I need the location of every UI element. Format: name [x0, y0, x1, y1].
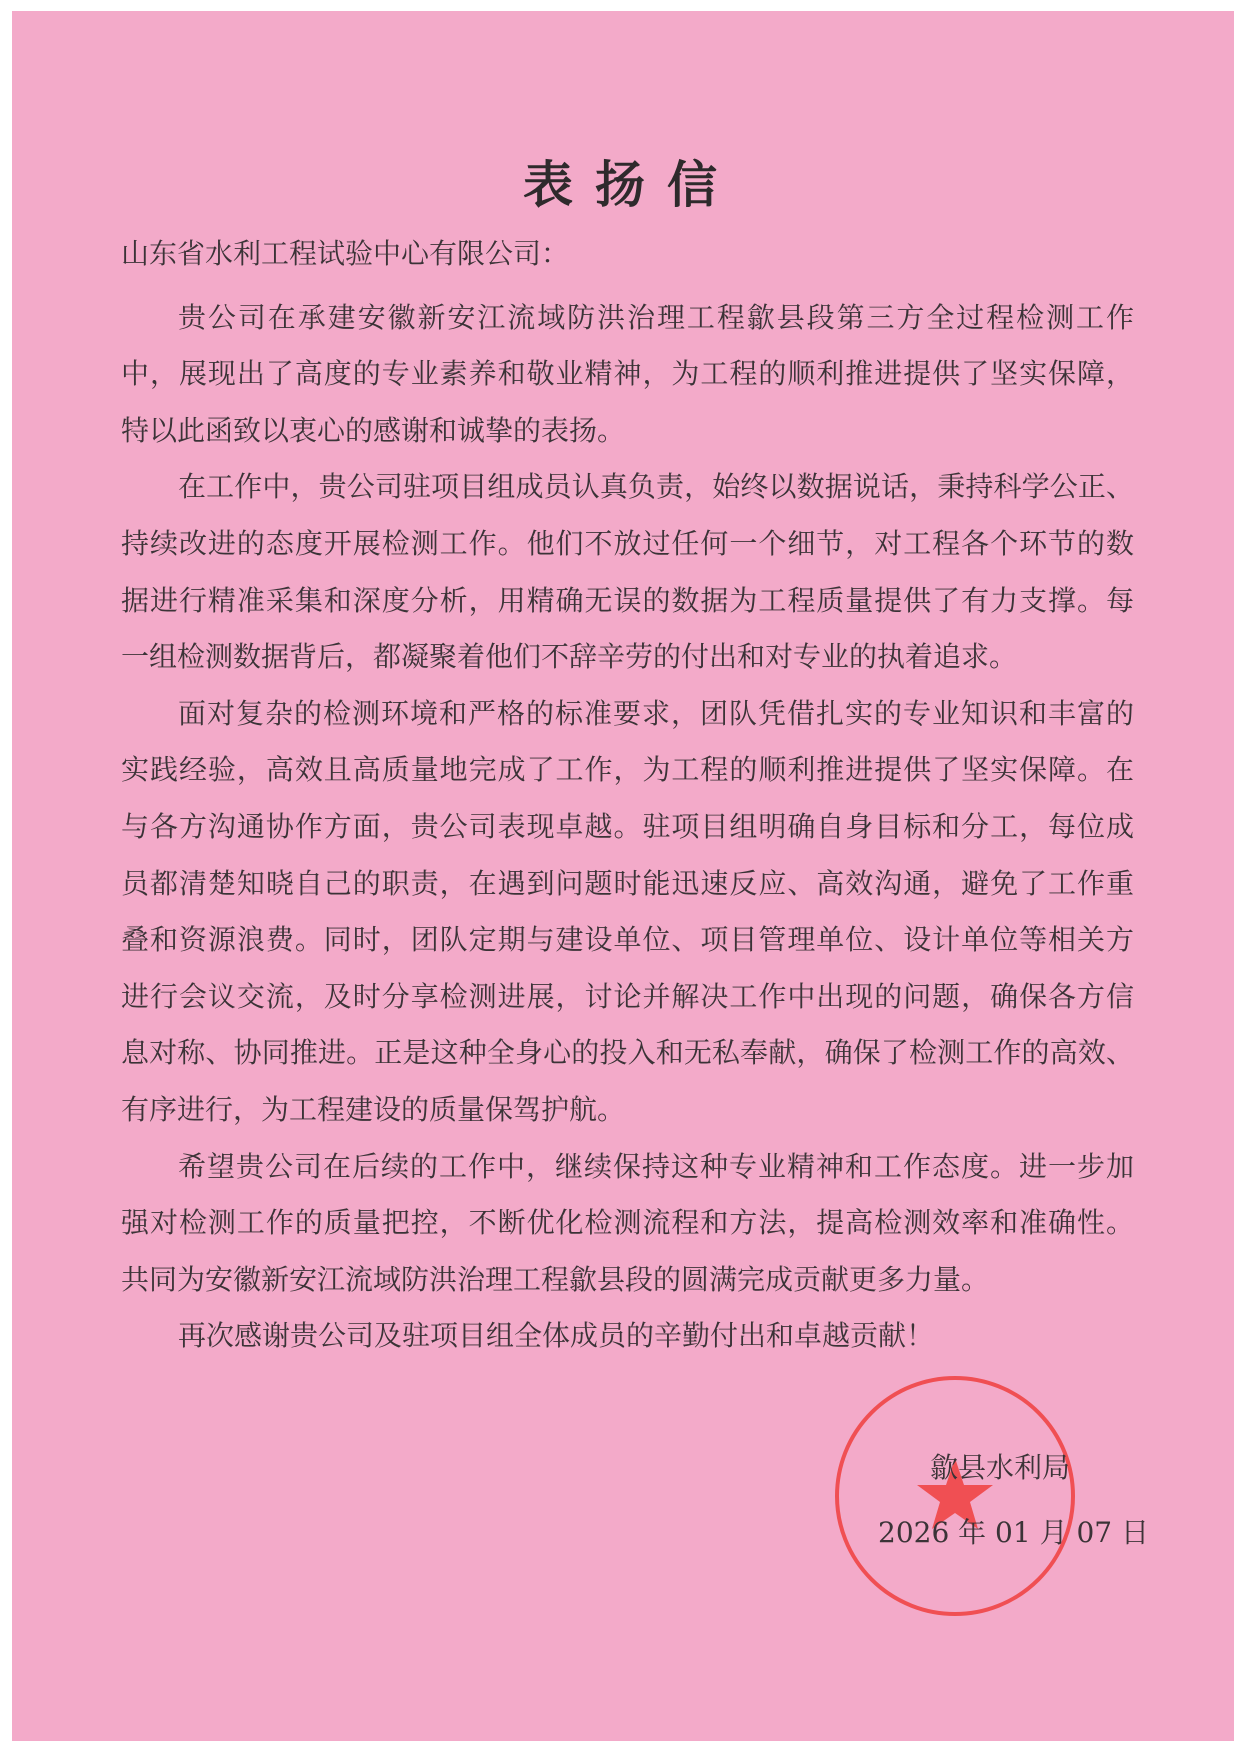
paragraph-line: 共同为安徽新安江流域防洪治理工程歙县段的圆满完成贡献更多力量。 — [121, 1262, 990, 1296]
letter-title: 表扬信 — [523, 155, 739, 214]
paragraph-line: 贵公司在承建安徽新安江流域防洪治理工程歙县段第三方全过程检测工作 — [178, 300, 1134, 334]
paragraph — [121, 290, 1134, 460]
paragraph-line: 在工作中，贵公司驻项目组成员认真负责，始终以数据说话，秉持科学公正、 — [178, 470, 1134, 504]
paragraph — [121, 459, 1134, 685]
paragraph-line: 面对复杂的检测环境和严格的标准要求，团队凭借扎实的专业知识和丰富的 — [178, 696, 1134, 730]
paragraph-line: 与各方沟通协作方面，贵公司表现卓越。驻项目组明确自身目标和分工，每位成 — [121, 809, 1134, 843]
paragraphs — [121, 290, 1134, 1365]
signatory: 歙县水利局 — [930, 1451, 1071, 1484]
paragraph — [121, 1139, 1134, 1309]
letter-body — [121, 226, 1134, 1365]
paragraph-line: 再次感谢贵公司及驻项目组全体成员的辛勤付出和卓越贡献！ — [178, 1319, 935, 1353]
paragraph-line: 中，展现出了高度的专业素养和敬业精神，为工程的顺利推进提供了坚实保障， — [121, 357, 1134, 391]
paragraph — [121, 1308, 1134, 1365]
letter-date: 2026 年 01 月 07 日 — [878, 1516, 1150, 1549]
paragraph-line: 一组检测数据背后，都凝聚着他们不辞辛劳的付出和对专业的执着追求。 — [121, 640, 1018, 674]
paragraph-line: 据进行精准采集和深度分析，用精确无误的数据为工程质量提供了有力支撑。每 — [121, 583, 1134, 617]
paragraph-line: 强对检测工作的质量把控，不断优化检测流程和方法，提高检测效率和准确性。 — [121, 1206, 1134, 1240]
paragraph-line: 希望贵公司在后续的工作中，继续保持这种专业精神和工作态度。进一步加 — [178, 1149, 1134, 1183]
paragraph-line: 进行会议交流，及时分享检测进展，讨论并解决工作中出现的问题，确保各方信 — [121, 979, 1134, 1013]
paragraph-line: 有序进行，为工程建设的质量保驾护航。 — [121, 1092, 626, 1126]
paragraph-line: 实践经验，高效且高质量地完成了工作，为工程的顺利推进提供了坚实保障。在 — [121, 753, 1134, 787]
salutation: 山东省水利工程试验中心有限公司： — [121, 237, 570, 270]
paragraph — [121, 686, 1134, 1139]
paragraph-line: 特以此函致以衷心的感谢和诚挚的表扬。 — [121, 413, 626, 447]
official-seal-stamp — [832, 1373, 1078, 1619]
paragraph-line: 员都清楚知晓自己的职责，在遇到问题时能迅速反应、高效沟通，避免了工作重 — [121, 866, 1134, 900]
paragraph-line: 息对称、协同推进。正是这种全身心的投入和无私奉献，确保了检测工作的高效、 — [121, 1036, 1134, 1070]
paragraph-line: 叠和资源浪费。同时，团队定期与建设单位、项目管理单位、设计单位等相关方 — [121, 923, 1134, 957]
paragraph-line: 持续改进的态度开展检测工作。他们不放过任何一个细节，对工程各个环节的数 — [121, 526, 1134, 560]
